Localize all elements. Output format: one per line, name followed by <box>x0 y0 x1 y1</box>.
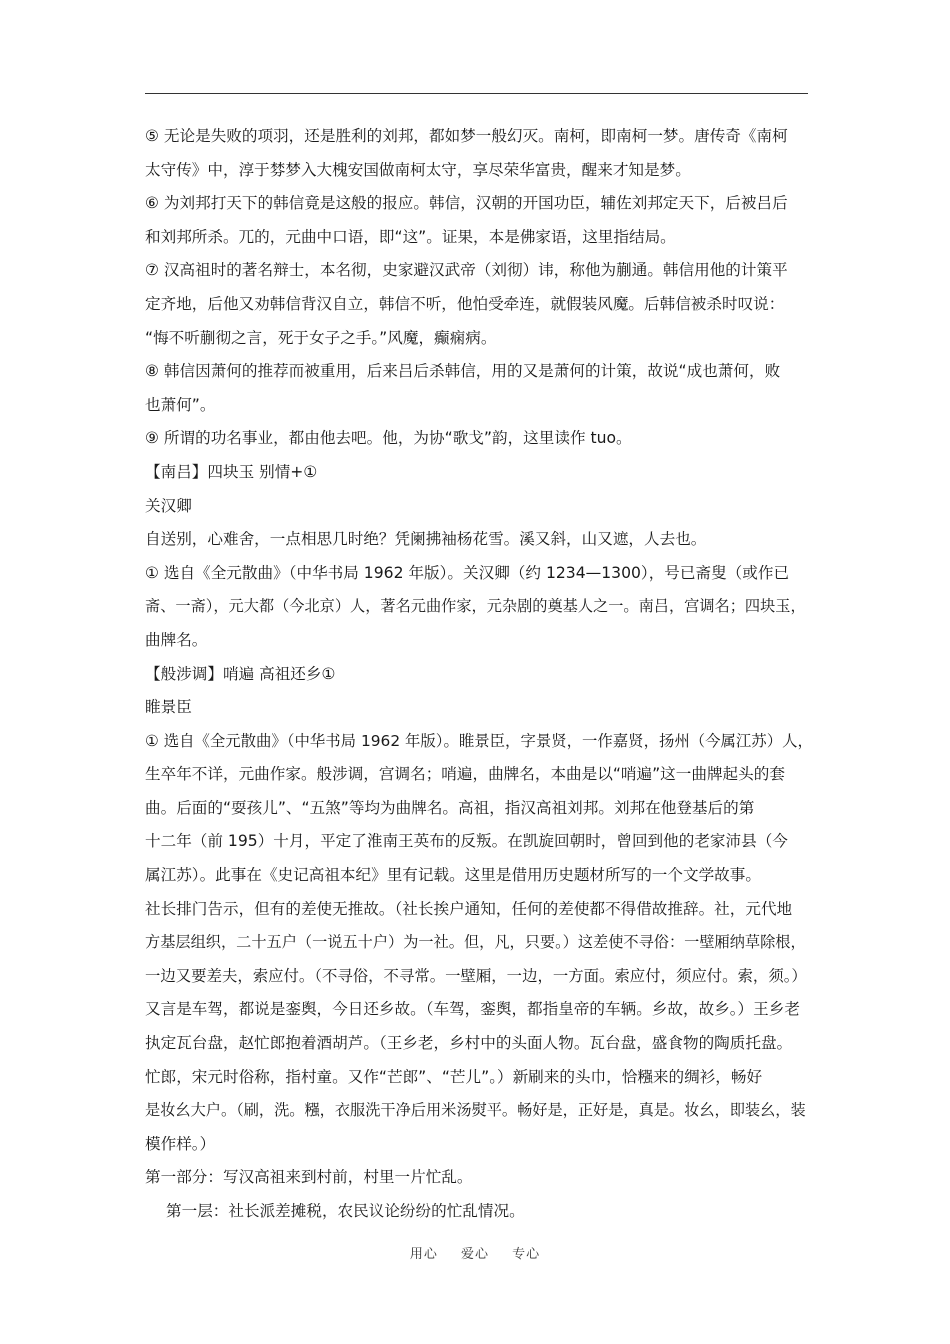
text-line: 定齐地，后他又劝韩信背汉自立，韩信不听，他怕受牵连，就假装风魔。后韩信被杀时叹说： <box>145 294 785 313</box>
header-rule <box>145 93 808 94</box>
text-line: “悔不听蒯彻之言，死于女子之手。”风魔，癫痫病。 <box>145 328 497 347</box>
text-line: 也萧何”。 <box>145 395 216 414</box>
text-line: ⑤ 无论是失败的项羽，还是胜利的刘邦，都如梦一般幻灭。南柯，即南柯一梦。唐传奇《南柯 <box>145 127 788 145</box>
text-line: 执定瓦台盘，赵忙郎抱着酒胡芦。（王乡老，乡村中的头面人物。瓦台盘，盛食物的陶质托盘。 <box>145 1034 793 1053</box>
text-line: 社长排门告示，但有的差使无推故。（社长挨户通知，任何的差使都不得借故推辞。社，元代地 <box>145 899 793 918</box>
text-line: 忙郎，宋元时俗称，指村童。又作“芒郎”、“芒儿”。）新刷来的头巾，恰糨来的绸衫，畅好 <box>145 1067 763 1086</box>
text-line: ⑥ 为刘邦打天下的韩信竟是这般的报应。韩信，汉朝的开国功臣，辅佐刘邦定天下，后被吕后 <box>145 194 788 213</box>
document-body <box>145 120 813 1229</box>
text-line: 又言是车驾，都说是銮舆，今日还乡故。（车驾，銮舆，都指皇帝的车辆。乡故，故乡。）王乡老 <box>145 1000 800 1019</box>
footnote-line: 斋、一斋），元大都（今北京）人，著名元曲作家，元杂剧的奠基人之一。南吕，宫调名；四块玉， <box>145 597 806 616</box>
qu-text: 自送别，心难舍，一点相思几时绝？凭阑拂袖杨花雪。溪又斜，山又遮，人去也。 <box>145 530 707 549</box>
qu-author: 关汉卿 <box>145 496 192 515</box>
text-line: 和刘邦所杀。兀的，元曲中口语，即“这”。证果，本是佛家语，这里指结局。 <box>145 227 676 246</box>
subsection-heading: 第一层：社长派差摊税，农民议论纷纷的忙乱情况。 <box>166 1202 525 1220</box>
footnote-line: 曲。后面的“耍孩儿”、“五煞”等均为曲牌名。高祖，指汉高祖刘邦。刘邦在他登基后的第 <box>145 798 755 817</box>
text-line: 一边又要差夫，索应付。（不寻俗，不寻常。一壁厢，一边，一方面。索应付，须应付。索，须。） <box>145 966 807 985</box>
footnote-line: 曲牌名。 <box>145 630 208 649</box>
qu-title: 【南吕】四块玉 别情+① <box>145 462 318 481</box>
footnote-line: 生卒年不详，元曲作家。般涉调，宫调名；哨遍，曲牌名，本曲是以“哨遍”这一曲牌起头的套 <box>145 765 785 784</box>
text-line: ⑧ 韩信因萧何的推荐而被重用，后来吕后杀韩信，用的又是萧何的计策，故说“成也萧何，败 <box>145 362 781 381</box>
page-footer: 用心 爱心 专心 <box>409 1247 541 1262</box>
footnote-line: ① 选自《全元散曲》（中华书局 1962 年版）。关汉卿（约 1234—1300），号已斋叟（或作已 <box>145 563 790 582</box>
text-line: 是妆幺大户。（刷，洗。糨，衣服洗干净后用米汤熨平。畅好是，正好是，真是。妆幺，即装幺，装 <box>145 1101 806 1120</box>
text-line: 模作样。） <box>145 1134 216 1153</box>
qu-title: 【般涉调】哨遍 高祖还乡① <box>145 664 336 683</box>
qu-author: 睢景臣 <box>145 698 192 717</box>
footnote-line: ① 选自《全元散曲》（中华书局 1962 年版）。睢景臣，字景贤，一作嘉贤，扬州（今属江苏）人， <box>145 731 813 750</box>
footnote-line: 十二年（前 195）十月，平定了淮南王英布的反叛。在凯旋回朝时，曾回到他的老家沛县（今 <box>145 832 788 851</box>
text-line: ⑦ 汉高祖时的著名辩士，本名彻，史家避汉武帝（刘彻）讳，称他为蒯通。韩信用他的计策平 <box>145 261 788 280</box>
section-heading: 第一部分：写汉高祖来到村前，村里一片忙乱。 <box>145 1168 473 1187</box>
text-line: 太守传》中，淳于棼梦入大槐安国做南柯太守，享尽荣华富贵，醒来才知是梦。 <box>145 160 691 179</box>
footnote-line: 属江苏）。此事在《史记高祖本纪》里有记载。这里是借用历史题材所写的一个文学故事。 <box>145 866 761 885</box>
text-line: 方基层组织，二十五户（一说五十户）为一社。但，凡，只要。）这差使不寻俗：一壁厢纳草除根， <box>145 933 806 952</box>
text-line: ⑨ 所谓的功名事业，都由他去吧。他，为协“歌戈”韵，这里读作 tuo。 <box>145 429 632 448</box>
